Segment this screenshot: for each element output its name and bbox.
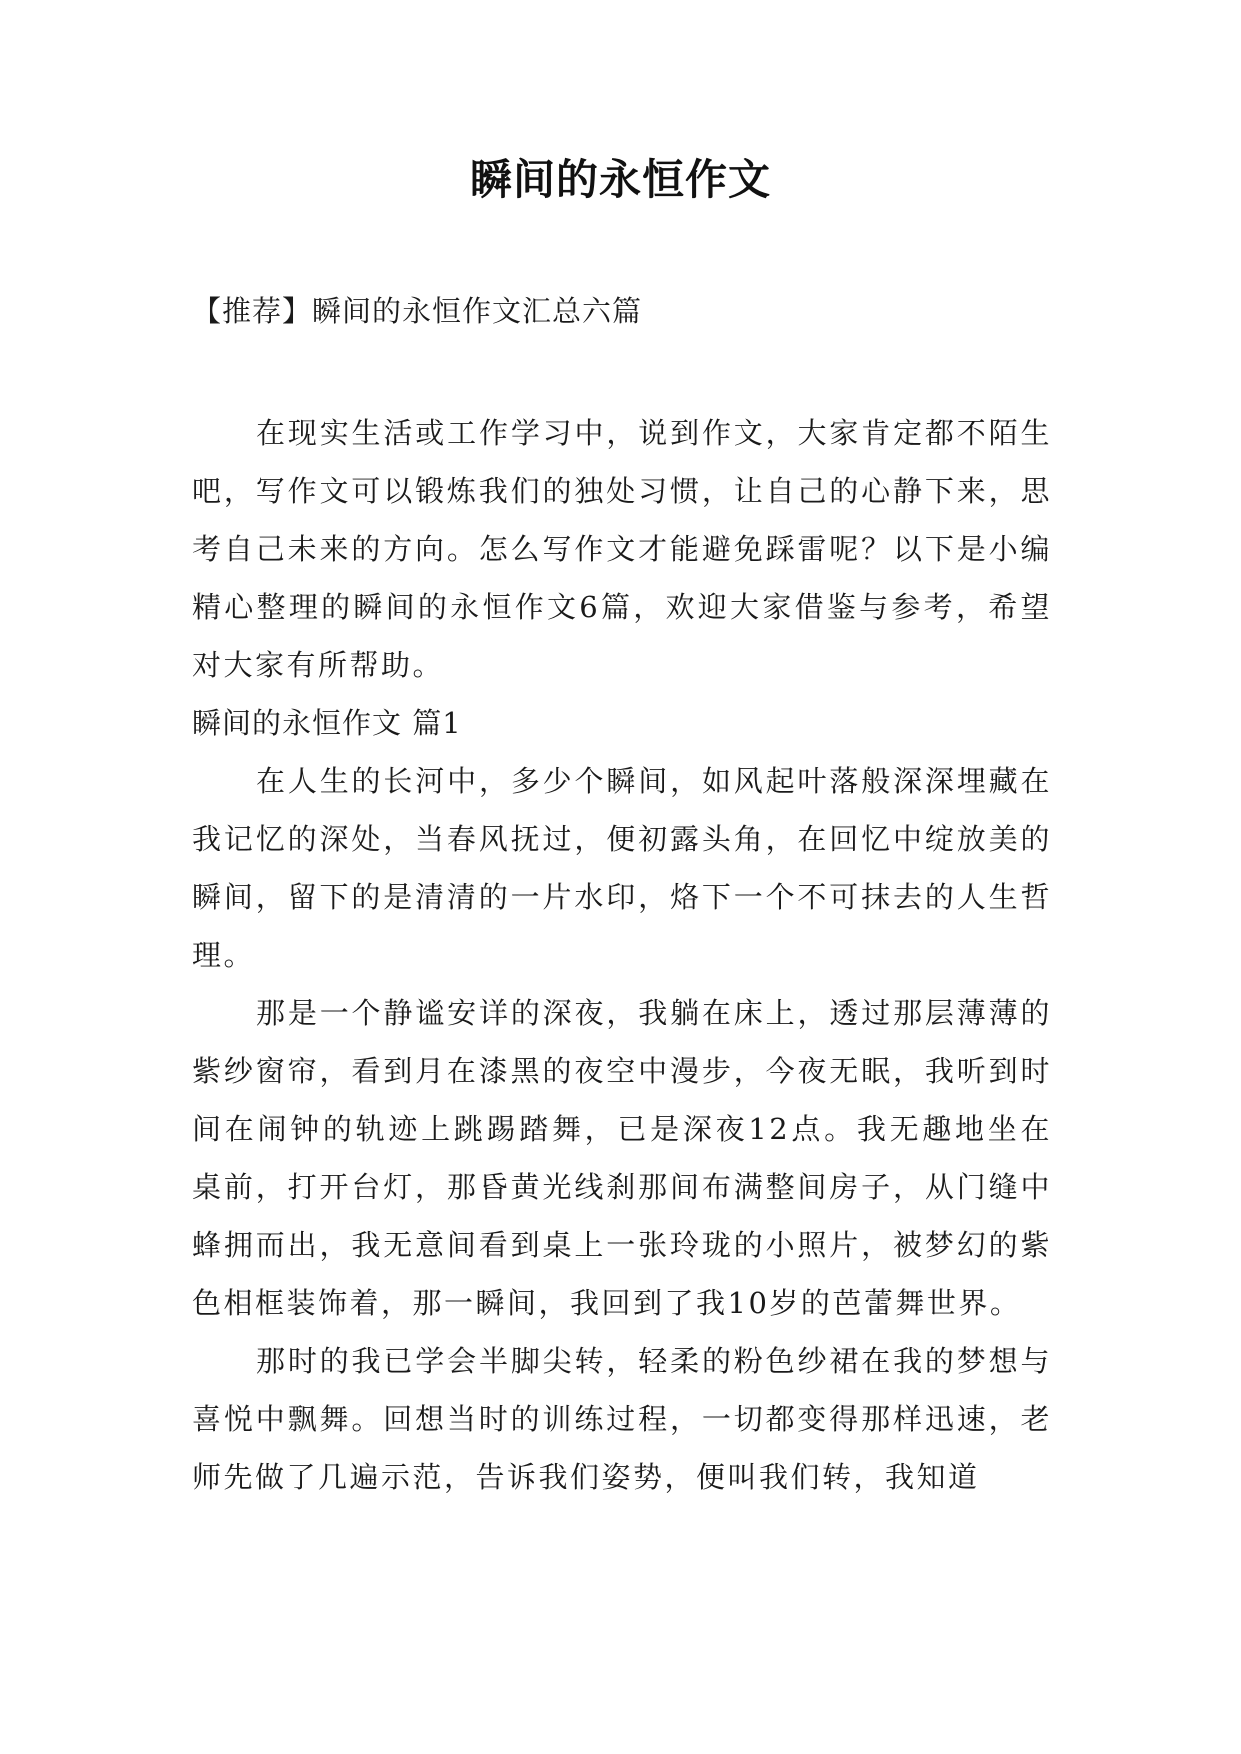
document-subtitle: 【推荐】瞬间的永恒作文汇总六篇 [192, 294, 643, 328]
body-paragraph: 在人生的长河中，多少个瞬间，如风起叶落般深深埋藏在我记忆的深处，当春风抚过，便初露头角，在回忆中绽放美的瞬间，留下的是清清的一片水印，烙下一个不可抹去的人生哲理。 [192, 764, 1052, 972]
body-paragraph: 那是一个静谧安详的深夜，我躺在床上，透过那层薄薄的紫纱窗帘，看到月在漆黑的夜空中漫步，今夜无眠，我听到时间在闹钟的轨迹上跳踢踏舞，已是深夜12点。我无趣地坐在桌前，打开台灯，那昏黄光线刹那间布满整间房子，从门缝中蜂拥而出，我无意间看到桌上一张玲珑的小照片，被梦幻的紫色相框装饰着，那一瞬间，我回到了我10岁的芭蕾舞世界。 [192, 996, 1052, 1320]
intro-paragraph: 在现实生活或工作学习中，说到作文，大家肯定都不陌生吧，写作文可以锻炼我们的独处习惯，让自己的心静下来，思考自己未来的方向。怎么写作文才能避免踩雷呢？以下是小编精心整理的瞬间的永恒作文6篇，欢迎大家借鉴与参考，希望对大家有所帮助。 [192, 416, 1052, 682]
section-heading: 瞬间的永恒作文 篇1 [192, 706, 462, 740]
document-title: 瞬间的永恒作文 [469, 155, 771, 204]
body-paragraph: 那时的我已学会半脚尖转，轻柔的粉色纱裙在我的梦想与喜悦中飘舞。回想当时的训练过程，一切都变得那样迅速，老师先做了几遍示范，告诉我们姿势，便叫我们转，我知道 [192, 1344, 1052, 1494]
document-body [192, 404, 1052, 1506]
